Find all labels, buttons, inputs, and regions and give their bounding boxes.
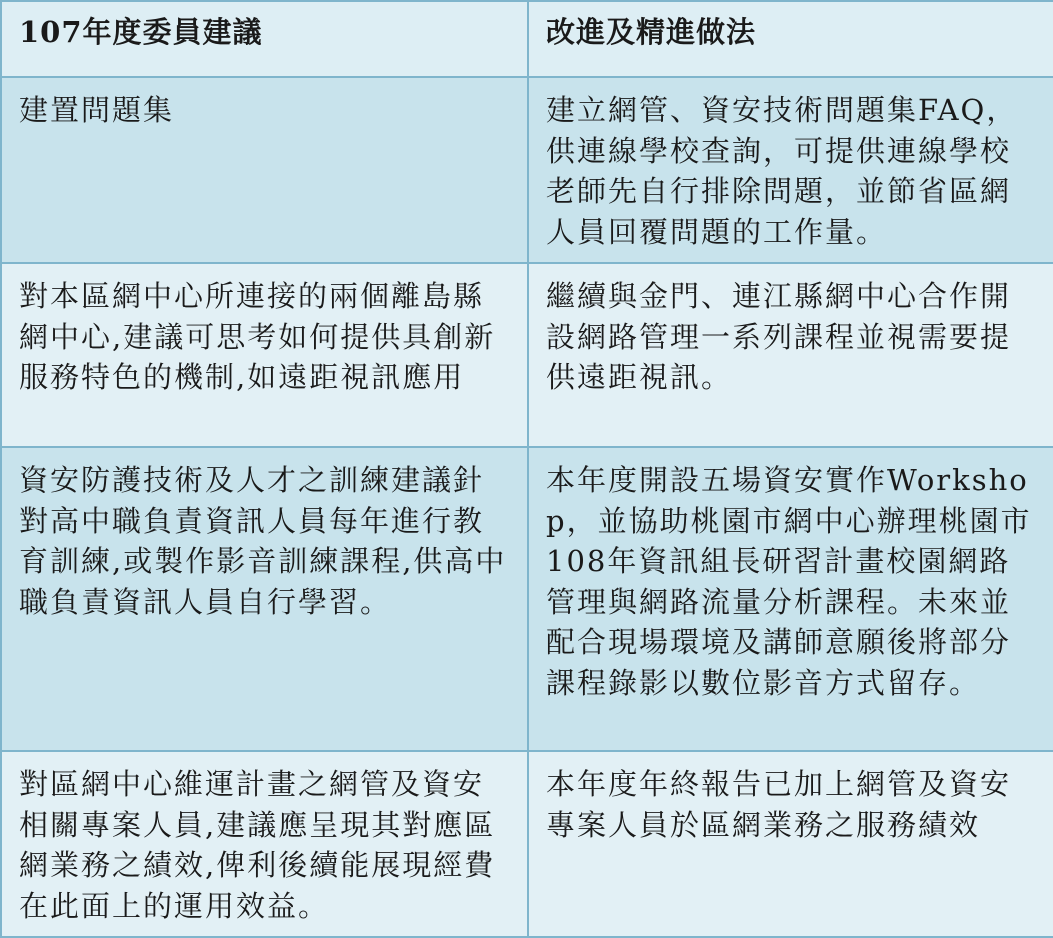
suggestion-cell: 對區網中心維運計畫之網管及資安相關專案人員,建議應呈現其對應區網業務之績效,俾利後續能展現經費在此面上的運用效益。 <box>1 751 528 937</box>
header-suggestion: 107年度委員建議 <box>1 1 528 77</box>
table-row <box>1 263 1053 447</box>
improvement-cell: 本年度開設五場資安實作Workshop，並協助桃園市網中心辦理桃園市108年資訊組長研習計畫校園網路管理與網路流量分析課程。未來並配合現場環境及講師意願後將部分課程錄影以數位影音方式留存。 <box>528 447 1053 751</box>
table-row <box>1 447 1053 751</box>
header-improvement: 改進及精進做法 <box>528 1 1053 77</box>
improvement-cell: 繼續與金門、連江縣網中心合作開設網路管理一系列課程並視需要提供遠距視訊。 <box>528 263 1053 447</box>
table-row <box>1 77 1053 263</box>
suggestion-cell: 建置問題集 <box>1 77 528 263</box>
suggestion-cell: 資安防護技術及人才之訓練建議針對高中職負責資訊人員每年進行教育訓練,或製作影音訓練課程,供高中職負責資訊人員自行學習。 <box>1 447 528 751</box>
improvement-cell: 建立網管、資安技術問題集FAQ，供連線學校查詢，可提供連線學校老師先自行排除問題，並節省區網人員回覆問題的工作量。 <box>528 77 1053 263</box>
header-row <box>1 1 1053 77</box>
suggestion-cell: 對本區網中心所連接的兩個離島縣網中心,建議可思考如何提供具創新服務特色的機制,如遠距視訊應用 <box>1 263 528 447</box>
improvement-cell: 本年度年終報告已加上網管及資安專案人員於區網業務之服務績效 <box>528 751 1053 937</box>
table-row <box>1 751 1053 937</box>
